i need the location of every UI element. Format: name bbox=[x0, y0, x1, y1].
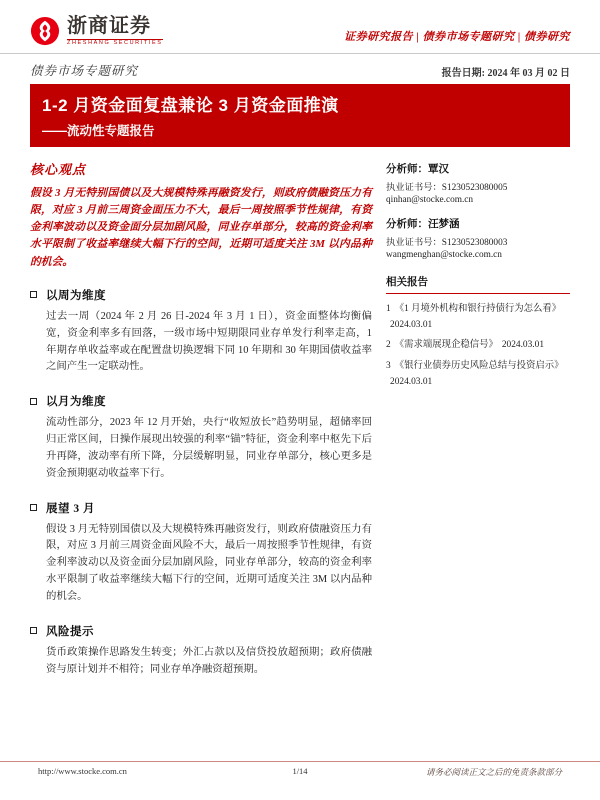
footer bbox=[0, 761, 600, 778]
footer-url: http://www.stocke.com.cn bbox=[38, 766, 127, 776]
brand bbox=[30, 16, 163, 47]
report-date: 报告日期: 2024 年 03 月 02 日 bbox=[441, 67, 570, 79]
footer-page-number: 1/14 bbox=[292, 766, 308, 776]
analyst-cert: 执业证书号：S1230523080003 bbox=[386, 237, 508, 248]
analyst-name: 分析师：覃汉 bbox=[386, 163, 449, 175]
analyst-email: wangmenghan@stocke.com.cn bbox=[386, 249, 502, 260]
section-heading: 风险提示 bbox=[46, 625, 94, 638]
related-reports-heading: 相关报告 bbox=[386, 274, 570, 294]
core-view-text: 假设 3 月无特别国债以及大规模特殊再融资发行，则政府债融资压力有限，对应 3 月前三周资金面压力不大，最后一周按照季节性规律，有资金利率波动以及资金面分层加剧风险，同业存单部分，较高的资金利率水平限制了收益率继续大幅下行的空间，近期可适度关注 3M 以内品种的机会。 bbox=[30, 186, 372, 268]
analyst-name: 分析师：汪梦涵 bbox=[386, 218, 460, 230]
related-report-title: 《银行业债券历史风险总结与投资启示》 bbox=[394, 360, 564, 371]
square-bullet-icon bbox=[30, 627, 37, 634]
report-type-line: 证券研究报告 | 债券市场专题研究 | 债券研究 bbox=[344, 31, 570, 43]
section-body: 过去一周（2024 年 2 月 26 日-2024 年 3 月 1 日），资金面整体均衡偏宽，资金利率多有回落，一级市场中短期限同业存单发行利率走高，1 年期存单收益率或在配置盘切换逻辑下同 10 年期和 30 年期国债收益率之间产生一定联动性。 bbox=[46, 310, 372, 373]
brand-subtitle: ZHESHANG SECURITIES bbox=[67, 40, 163, 46]
brand-logo-icon bbox=[30, 16, 60, 46]
square-bullet-icon bbox=[30, 398, 37, 405]
body bbox=[0, 147, 600, 696]
square-bullet-icon bbox=[30, 504, 37, 511]
related-report-title: 《需求端展现企稳信号》 bbox=[394, 340, 498, 351]
analyst-cert: 执业证书号：S1230523080005 bbox=[386, 182, 508, 193]
section-outlook bbox=[30, 500, 372, 606]
section-body: 货币政策操作思路发生转变；外汇占款以及信贷投放超预期；政府债融资与原计划并不相符；同业存单净融资超预期。 bbox=[46, 646, 372, 675]
title-banner bbox=[30, 84, 570, 147]
brand-name: 浙商证券 bbox=[67, 15, 151, 37]
section-heading-row bbox=[30, 393, 372, 409]
report-subtitle: ——流动性专题报告 bbox=[42, 123, 155, 138]
category-label: 债券市场专题研究 bbox=[30, 63, 139, 78]
section-heading: 以月为维度 bbox=[46, 396, 106, 409]
related-report-item bbox=[386, 358, 570, 391]
footer-disclaimer: 请务必阅读正文之后的免责条款部分 bbox=[425, 767, 562, 777]
section-weekly bbox=[30, 287, 372, 376]
square-bullet-icon bbox=[30, 291, 37, 298]
section-risk bbox=[30, 623, 372, 679]
related-report-date: 2024.03.01 bbox=[390, 377, 433, 388]
section-body: 假设 3 月无特别国债以及大规模特殊再融资发行，则政府债融资压力有限，对应 3 月前三周资金面风险不大，最后一周按照季节性规律，有资金利率波动以及资金面分层加剧风险，同业存单部分，较高的资金利率水平限制了收益率继续大幅下行的空间，近期可适度关注 3M 以内品种的机会。 bbox=[46, 523, 372, 602]
analyst-block bbox=[386, 216, 570, 260]
header bbox=[0, 0, 600, 54]
section-heading-row bbox=[30, 287, 372, 303]
related-report-num: 2 bbox=[386, 340, 391, 351]
related-report-num: 1 bbox=[386, 303, 391, 314]
section-body: 流动性部分，2023 年 12 月开始，央行“收短放长”趋势明显，超储率回归正常区间，日操作展现出较强的利率“锚”特征，资金利率中枢先下后升再降，波动率有所下降，分层缓解明显，同业存单部分，核心更多是资金预期驱动收益率下行。 bbox=[46, 417, 372, 479]
section-heading-row bbox=[30, 623, 372, 639]
related-report-item bbox=[386, 337, 570, 353]
related-report-date: 2024.03.01 bbox=[501, 340, 545, 351]
analyst-email: qinhan@stocke.com.cn bbox=[386, 194, 474, 205]
related-report-date: 2024.03.01 bbox=[390, 319, 433, 330]
related-report-num: 3 bbox=[386, 360, 391, 371]
core-view-heading: 核心观点 bbox=[30, 161, 87, 177]
main-column bbox=[30, 159, 372, 696]
report-title: 1-2 月资金面复盘兼论 3 月资金面推演 bbox=[42, 95, 339, 115]
section-heading: 以周为维度 bbox=[46, 289, 106, 302]
brand-text bbox=[67, 16, 163, 47]
sidebar-column bbox=[386, 159, 570, 696]
related-report-title: 《1 月境外机构和银行持债行为怎么看》 bbox=[394, 303, 562, 314]
section-heading-row bbox=[30, 500, 372, 516]
section-heading: 展望 3 月 bbox=[46, 502, 95, 515]
section-monthly bbox=[30, 393, 372, 482]
category-row bbox=[0, 54, 600, 84]
related-report-item bbox=[386, 301, 570, 334]
analyst-block bbox=[386, 161, 570, 205]
